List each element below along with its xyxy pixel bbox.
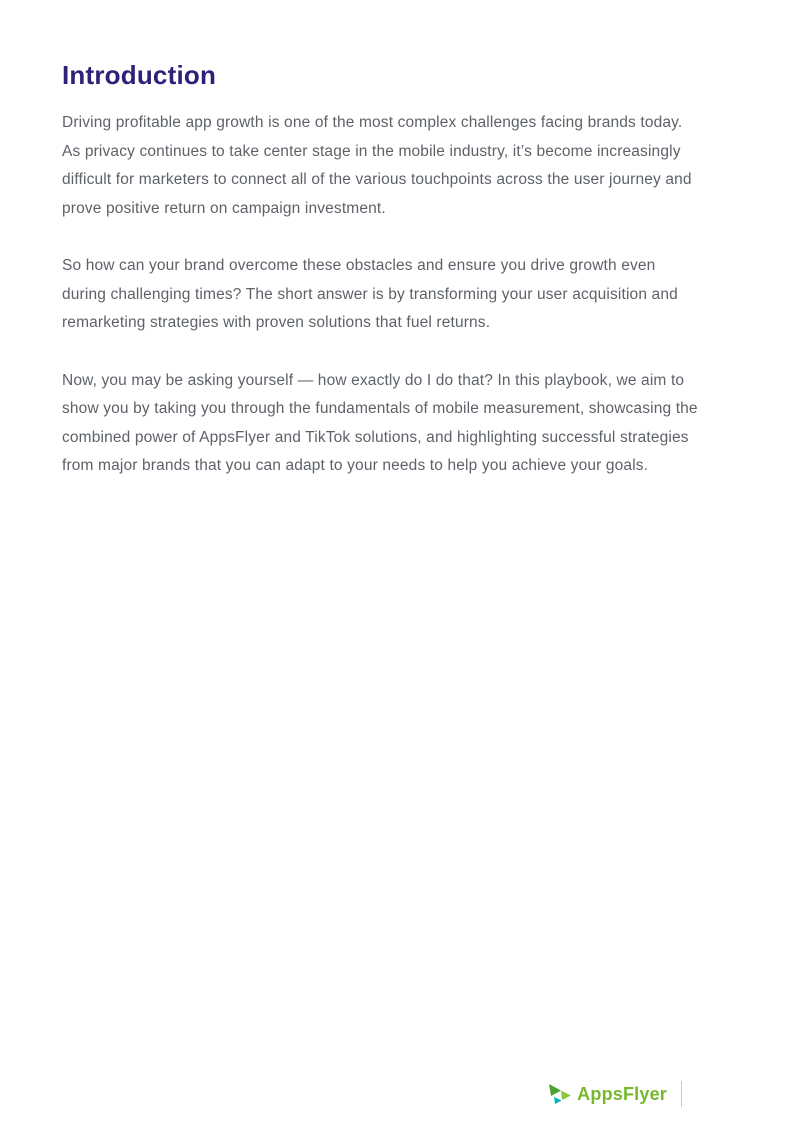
appsflyer-logo-icon <box>548 1082 572 1106</box>
footer-divider <box>681 1081 682 1107</box>
paragraph-overcome-obstacles: So how can your brand overcome these obstacles and ensure you drive growth even during challenging times? The short answer is by transforming your user acquisition and remarketing strategies with proven solutions that fuel returns. <box>62 257 678 331</box>
page-title: Introduction <box>62 60 217 90</box>
appsflyer-logo <box>548 1082 667 1106</box>
appsflyer-logo-text: AppsFlyer <box>577 1083 667 1104</box>
paragraph-intro-challenges: Driving profitable app growth is one of the most complex challenges facing brands today. As privacy continues to take center stage in the mobile industry, it’s become increasingly difficult for marketers to connect all of the various touchpoints across the user journey and prove positive return on campaign investment. <box>62 114 692 217</box>
paragraph-playbook-aim: Now, you may be asking yourself — how exactly do I do that? In this playbook, we aim to show you by taking you through the fundamentals of mobile measurement, showcasing the combined power of AppsFlyer and TikTok solutions, and highlighting successful strategies from major brands that you can adapt to your needs to help you achieve your goals. <box>62 371 698 474</box>
page-content <box>62 60 700 510</box>
page-footer <box>548 1078 682 1110</box>
